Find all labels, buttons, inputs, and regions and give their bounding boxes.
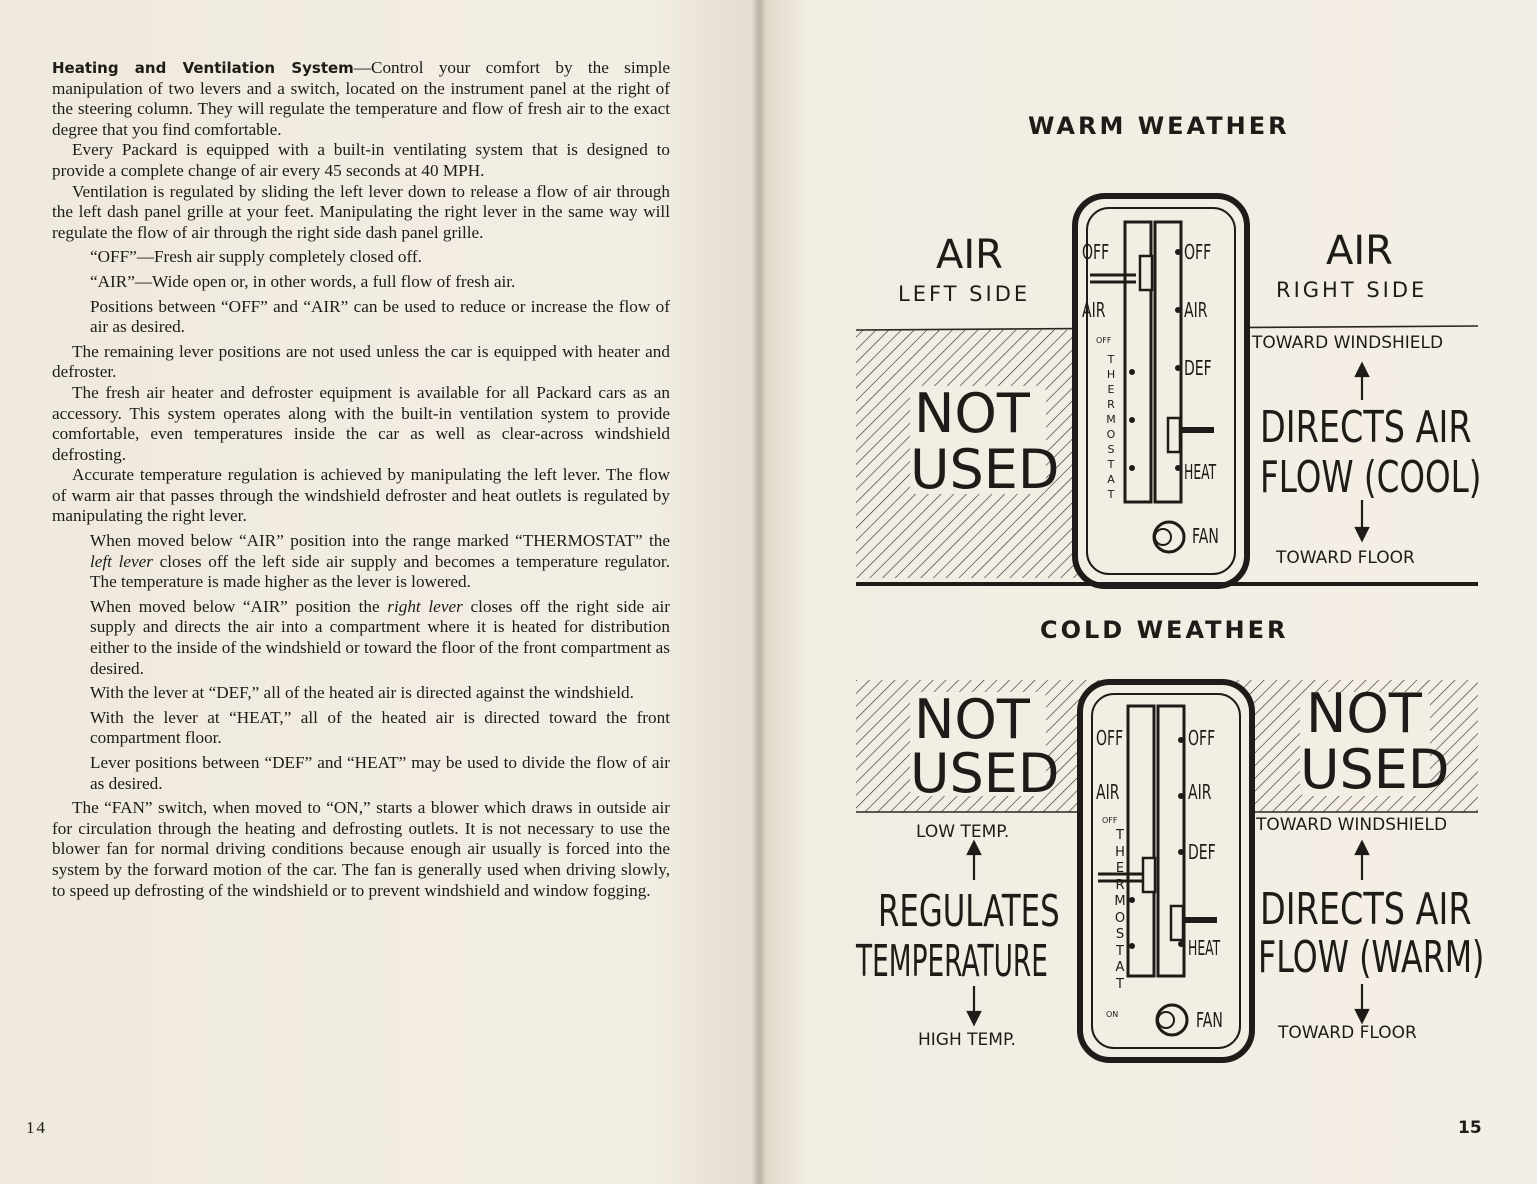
paragraph: With the lever at “DEF,” all of the heated air is directed against the windshield. — [90, 683, 634, 703]
high-temp-label: HIGH TEMP. — [918, 1030, 1016, 1050]
thermostat-letter: M — [1106, 413, 1116, 426]
thermostat-letter: A — [1115, 960, 1125, 975]
paragraph: Ventilation is regulated by sliding the left lever down to release a flow of air through the left dash panel grille at your feet. Manipulating the right lever in the same way will regulate the flow of air through the right side dash panel grille. — [52, 181, 670, 242]
temperature-label: TEMPERATURE — [856, 936, 1048, 987]
toward-floor-label: TOWARD FLOOR — [1276, 548, 1415, 568]
def-label: DEF — [1184, 356, 1212, 380]
paragraph: Lever positions between “DEF” and “HEAT” may be used to divide the flow of air as desired. — [90, 753, 670, 793]
paragraph: The remaining lever positions are not used unless the car is equipped with heater and defroster. — [52, 341, 670, 382]
section-separator — [856, 582, 1478, 586]
paragraph: “OFF”—Fresh air supply completely closed off. — [90, 247, 422, 267]
thermostat-letter: T — [1107, 353, 1115, 366]
thermostat-letter: R — [1115, 877, 1125, 893]
flow-cool-label: FLOW (COOL) — [1260, 452, 1482, 503]
air-right-panel-label: AIR — [1188, 780, 1212, 804]
thermostat-letter: H — [1106, 368, 1116, 381]
cold-weather-heading: COLD WEATHER — [1040, 616, 1289, 644]
thermostat-letter: E — [1107, 383, 1115, 396]
off-small-label: OFF — [1096, 336, 1112, 345]
paragraph: Positions between “OFF” and “AIR” can be used to reduce or increase the flow of air as desired. — [90, 296, 670, 337]
paragraph: “AIR”—Wide open or, in other words, a full flow of fresh air. — [90, 271, 516, 291]
used-label: USED — [910, 742, 1060, 805]
low-temp-label: LOW TEMP. — [916, 822, 1010, 842]
thermostat-label — [1114, 828, 1126, 993]
right-page — [760, 0, 1537, 1184]
thermostat-letter: T — [1116, 943, 1124, 959]
thermostat-letter: A — [1107, 473, 1115, 486]
page-number: 14 — [26, 1118, 47, 1137]
warm-weather-heading: WARM WEATHER — [1028, 112, 1290, 140]
thermostat-letter: T — [1107, 458, 1115, 471]
paragraph-text: —Control your comfort by the simple manipulation of two levers and a switch, located on the instrument panel at the right of the steering column. They will regulate the temperature and flow of fresh air to the exact degree that you find comfortable. — [52, 58, 670, 139]
paragraph: Accurate temperature regulation is achieved by manipulating the left lever. The flow of warm air that passes through the windshield defroster and heat outlets is regulated by manipulating the right lever. — [52, 465, 670, 526]
paragraph-text: When moved below “AIR” position into the range marked “THERMOSTAT” the — [90, 531, 670, 551]
paragraph: Every Packard is equipped with a built-in ventilating system that is designed to provide a complete change of air every 45 seconds at 40 MPH. — [52, 140, 670, 180]
thermostat-letter: H — [1115, 844, 1125, 860]
thermostat-letter: T — [1116, 828, 1124, 843]
paragraph: With the lever at “HEAT,” all of the heated air is directed toward the front compartment floor. — [90, 707, 670, 748]
not-label: NOT — [914, 382, 1030, 445]
regulates-label: REGULATES — [878, 886, 1060, 937]
heat-label: HEAT — [1184, 460, 1217, 484]
emphasis: right lever — [387, 596, 463, 616]
thermostat-letter: O — [1114, 910, 1126, 926]
air-left-panel-label: AIR — [1096, 780, 1120, 804]
used-label: USED — [910, 438, 1060, 501]
heat-label: HEAT — [1188, 936, 1221, 960]
toward-windshield-label: TOWARD WINDSHIELD — [1252, 333, 1444, 353]
thermostat-label — [1106, 352, 1116, 502]
used-label: USED — [1300, 738, 1450, 801]
emphasis: left lever — [90, 551, 153, 571]
flow-warm-label: FLOW (WARM) — [1258, 932, 1485, 983]
paragraph — [90, 597, 670, 679]
paragraph-text: closes off the left side air supply and becomes a temperature regulator. The temperature is made higher as the lever is lowered. — [90, 551, 670, 592]
off-right-label: OFF — [1188, 726, 1216, 750]
not-label: NOT — [914, 688, 1030, 751]
off-right-label: OFF — [1184, 240, 1212, 264]
fan-label: FAN — [1192, 524, 1219, 548]
thermostat-letter: O — [1106, 428, 1116, 441]
right-side-label: RIGHT SIDE — [1276, 278, 1428, 302]
page-number: 15 — [1458, 1118, 1482, 1138]
paragraph-text: closes off the right side air supply and directs the air into a compartment where it is heated for distribution either to the inside of the windshield or toward the floor of the front compartment as desired. — [90, 596, 670, 678]
paragraph-text: When moved below “AIR” position the — [90, 596, 388, 616]
off-small-label: OFF — [1102, 816, 1118, 825]
directs-air-label: DIRECTS AIR — [1260, 884, 1472, 935]
left-side-label: LEFT SIDE — [898, 282, 1031, 306]
air-left-panel-label: AIR — [1082, 298, 1106, 322]
toward-floor-label: TOWARD FLOOR — [1278, 1023, 1417, 1043]
left-page — [0, 0, 760, 1184]
thermostat-letter: R — [1107, 398, 1115, 411]
thermostat-letter: S — [1115, 927, 1125, 942]
off-left-label: OFF — [1082, 240, 1110, 264]
paragraph — [52, 58, 670, 140]
directs-air-label: DIRECTS AIR — [1260, 402, 1472, 453]
fan-label: FAN — [1196, 1008, 1223, 1032]
air-left-label: AIR — [936, 232, 1003, 278]
air-right-panel-label: AIR — [1184, 298, 1208, 322]
thermostat-letter: T — [1116, 976, 1124, 992]
instructions-text — [52, 58, 670, 901]
air-right-label: AIR — [1326, 228, 1393, 274]
def-label: DEF — [1188, 840, 1216, 864]
book-gutter — [752, 0, 766, 1184]
thermostat-letter: T — [1107, 488, 1115, 501]
on-small-label: ON — [1106, 1010, 1119, 1019]
paragraph — [90, 531, 670, 593]
off-left-label: OFF — [1096, 726, 1124, 750]
thermostat-letter: M — [1114, 894, 1126, 909]
control-diagram — [760, 0, 1537, 1184]
thermostat-letter: S — [1107, 443, 1115, 456]
not-label: NOT — [1306, 682, 1422, 745]
paragraph: The “FAN” switch, when moved to “ON,” starts a blower which draws in outside air for circulation through the heating and defrosting outlets. It is not necessary to use the blower fan for normal driving conditions because enough air usually is forced into the system by the forward motion of the car. The fan is generally used when driving slowly, to speed up defrosting of the windshield or to prevent windshield and window fogging. — [52, 798, 670, 900]
toward-windshield-label: TOWARD WINDSHIELD — [1256, 815, 1448, 835]
section-heading: Heating and Ventilation System — [52, 59, 354, 77]
paragraph: The fresh air heater and defroster equipment is available for all Packard cars as an accessory. This system operates along with the built-in ventilation system to provide comfortable, even temperatures inside the car as well as clear-across windshield defrosting. — [52, 382, 670, 464]
thermostat-letter: E — [1115, 861, 1125, 876]
